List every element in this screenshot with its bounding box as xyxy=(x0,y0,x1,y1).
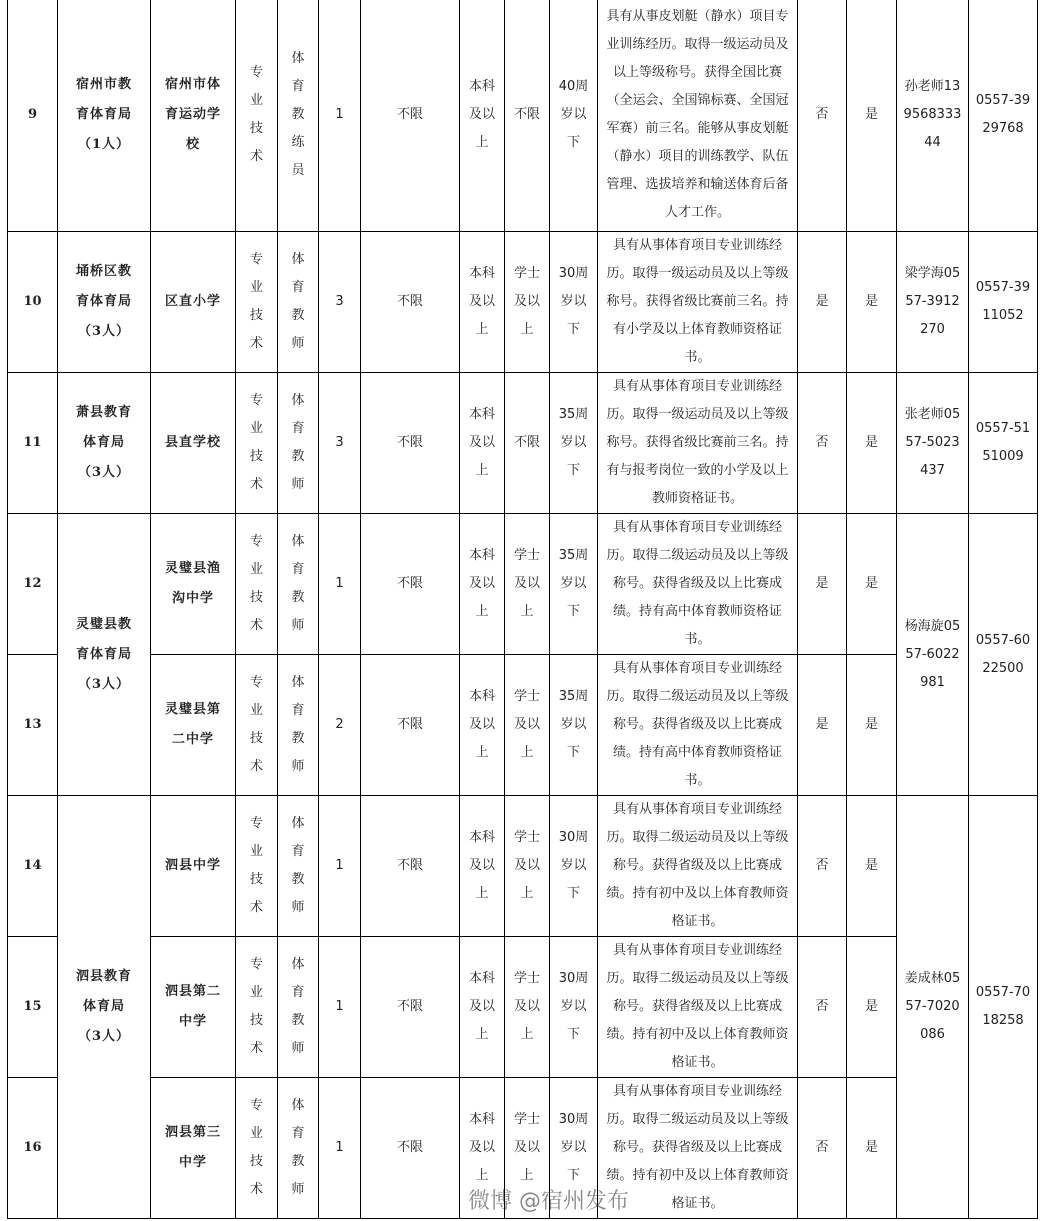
category-cell: 专业技术 xyxy=(236,0,278,232)
flag-cell-b: 是 xyxy=(847,514,897,655)
unit-cell: 泗县中学 xyxy=(151,796,236,937)
contact-cell: 杨海旋0557-6022981 xyxy=(897,514,969,796)
age-cell: 30周岁以下 xyxy=(550,232,598,373)
count-cell: 3 xyxy=(319,373,361,514)
flag-cell-b: 是 xyxy=(847,373,897,514)
category-cell: 专业技术 xyxy=(236,655,278,796)
education-cell: 本科及以上 xyxy=(460,796,505,937)
unit-cell: 泗县第三中学 xyxy=(151,1078,236,1219)
phone-cell: 0557-6022500 xyxy=(969,514,1038,796)
department-cell: 灵璧县教育体育局（3人） xyxy=(58,514,151,796)
flag-cell-a: 否 xyxy=(798,373,847,514)
post-cell: 体育教师 xyxy=(278,1078,319,1219)
education-cell: 本科及以上 xyxy=(460,514,505,655)
row-number: 14 xyxy=(8,796,58,937)
row-number: 15 xyxy=(8,937,58,1078)
degree-cell: 学士及以上 xyxy=(505,514,550,655)
table-row xyxy=(8,514,1038,655)
category-cell: 专业技术 xyxy=(236,373,278,514)
count-cell: 2 xyxy=(319,655,361,796)
major-cell: 不限 xyxy=(361,232,460,373)
count-cell: 1 xyxy=(319,1078,361,1219)
phone-cell: 0557-3911052 xyxy=(969,232,1038,373)
age-cell: 35周岁以下 xyxy=(550,373,598,514)
flag-cell-a: 否 xyxy=(798,937,847,1078)
age-cell: 35周岁以下 xyxy=(550,514,598,655)
count-cell: 1 xyxy=(319,937,361,1078)
unit-cell: 泗县第二中学 xyxy=(151,937,236,1078)
post-cell: 体育教师 xyxy=(278,937,319,1078)
department-cell: 萧县教育体育局（3人） xyxy=(58,373,151,514)
post-cell: 体育教师 xyxy=(278,514,319,655)
major-cell: 不限 xyxy=(361,655,460,796)
row-number: 11 xyxy=(8,373,58,514)
education-cell: 本科及以上 xyxy=(460,1078,505,1219)
age-cell: 40周岁以下 xyxy=(550,0,598,232)
count-cell: 3 xyxy=(319,232,361,373)
phone-cell: 0557-7018258 xyxy=(969,796,1038,1219)
education-cell: 本科及以上 xyxy=(460,655,505,796)
count-cell: 1 xyxy=(319,796,361,937)
flag-cell-b: 是 xyxy=(847,1078,897,1219)
major-cell: 不限 xyxy=(361,796,460,937)
table-row xyxy=(8,373,1038,514)
flag-cell-b: 是 xyxy=(847,655,897,796)
department-cell: 宿州市教育体育局（1人） xyxy=(58,0,151,232)
post-cell: 体育教师 xyxy=(278,655,319,796)
unit-cell: 县直学校 xyxy=(151,373,236,514)
table-row xyxy=(8,796,1038,937)
flag-cell-b: 是 xyxy=(847,0,897,232)
table-row xyxy=(8,232,1038,373)
education-cell: 本科及以上 xyxy=(460,232,505,373)
education-cell: 本科及以上 xyxy=(460,0,505,232)
count-cell: 1 xyxy=(319,514,361,655)
degree-cell: 不限 xyxy=(505,373,550,514)
category-cell: 专业技术 xyxy=(236,937,278,1078)
degree-cell: 学士及以上 xyxy=(505,937,550,1078)
requirements-cell: 具有从事体育项目专业训练经历。取得二级运动员及以上等级称号。获得省级及以上比赛成绩。持有初中及以上体育教师资格证书。 xyxy=(598,1078,798,1219)
requirements-cell: 具有从事体育项目专业训练经历。取得一级运动员及以上等级称号。获得省级比赛前三名。持有小学及以上体育教师资格证书。 xyxy=(598,232,798,373)
department-cell: 埇桥区教育体育局（3人） xyxy=(58,232,151,373)
flag-cell-a: 是 xyxy=(798,232,847,373)
education-cell: 本科及以上 xyxy=(460,373,505,514)
major-cell: 不限 xyxy=(361,0,460,232)
age-cell: 30周岁以下 xyxy=(550,937,598,1078)
row-number: 10 xyxy=(8,232,58,373)
flag-cell-b: 是 xyxy=(847,232,897,373)
requirements-cell: 具有从事体育项目专业训练经历。取得一级运动员及以上等级称号。获得省级比赛前三名。持有与报考岗位一致的小学及以上教师资格证书。 xyxy=(598,373,798,514)
requirements-cell: 具有从事体育项目专业训练经历。取得二级运动员及以上等级称号。获得省级及以上比赛成绩。持有高中体育教师资格证书。 xyxy=(598,514,798,655)
count-cell: 1 xyxy=(319,0,361,232)
major-cell: 不限 xyxy=(361,1078,460,1219)
row-number: 9 xyxy=(8,0,58,232)
flag-cell-b: 是 xyxy=(847,937,897,1078)
flag-cell-a: 是 xyxy=(798,655,847,796)
degree-cell: 学士及以上 xyxy=(505,1078,550,1219)
category-cell: 专业技术 xyxy=(236,1078,278,1219)
unit-cell: 区直小学 xyxy=(151,232,236,373)
row-number: 12 xyxy=(8,514,58,655)
post-cell: 体育教练员 xyxy=(278,0,319,232)
education-cell: 本科及以上 xyxy=(460,937,505,1078)
major-cell: 不限 xyxy=(361,514,460,655)
contact-cell: 张老师0557-5023437 xyxy=(897,373,969,514)
contact-cell: 孙老师13956833344 xyxy=(897,0,969,232)
age-cell: 35周岁以下 xyxy=(550,655,598,796)
flag-cell-a: 否 xyxy=(798,796,847,937)
flag-cell-a: 否 xyxy=(798,0,847,232)
degree-cell: 学士及以上 xyxy=(505,796,550,937)
category-cell: 专业技术 xyxy=(236,514,278,655)
requirements-cell: 具有从事体育项目专业训练经历。取得二级运动员及以上等级称号。获得省级及以上比赛成绩。持有初中及以上体育教师资格证书。 xyxy=(598,796,798,937)
post-cell: 体育教师 xyxy=(278,232,319,373)
requirements-cell: 具有从事体育项目专业训练经历。取得二级运动员及以上等级称号。获得省级及以上比赛成绩。持有高中体育教师资格证书。 xyxy=(598,655,798,796)
row-number: 13 xyxy=(8,655,58,796)
flag-cell-a: 是 xyxy=(798,514,847,655)
category-cell: 专业技术 xyxy=(236,232,278,373)
unit-cell: 宿州市体育运动学校 xyxy=(151,0,236,232)
post-cell: 体育教师 xyxy=(278,373,319,514)
post-cell: 体育教师 xyxy=(278,796,319,937)
contact-cell: 梁学海0557-3912270 xyxy=(897,232,969,373)
requirements-cell: 具有从事体育项目专业训练经历。取得二级运动员及以上等级称号。获得省级及以上比赛成绩。持有初中及以上体育教师资格证书。 xyxy=(598,937,798,1078)
age-cell: 30周岁以下 xyxy=(550,1078,598,1219)
table-row xyxy=(8,0,1038,232)
recruitment-table xyxy=(7,0,1038,1219)
watermark: 微博 @宿州发布 xyxy=(468,1189,629,1214)
age-cell: 30周岁以下 xyxy=(550,796,598,937)
table-row xyxy=(8,655,1038,796)
unit-cell: 灵璧县第二中学 xyxy=(151,655,236,796)
row-number: 16 xyxy=(8,1078,58,1219)
phone-cell: 0557-3929768 xyxy=(969,0,1038,232)
contact-cell: 姜成林0557-7020086 xyxy=(897,796,969,1219)
phone-cell: 0557-5151009 xyxy=(969,373,1038,514)
degree-cell: 学士及以上 xyxy=(505,232,550,373)
major-cell: 不限 xyxy=(361,373,460,514)
flag-cell-b: 是 xyxy=(847,796,897,937)
degree-cell: 不限 xyxy=(505,0,550,232)
category-cell: 专业技术 xyxy=(236,796,278,937)
requirements-cell: 具有从事皮划艇（静水）项目专业训练经历。取得一级运动员及以上等级称号。获得全国比赛（全运会、全国锦标赛、全国冠军赛）前三名。能够从事皮划艇（静水）项目的训练教学、队伍管理、选拔培养和输送体育后备人才工作。 xyxy=(598,0,798,232)
flag-cell-a: 否 xyxy=(798,1078,847,1219)
department-cell: 泗县教育体育局（3人） xyxy=(58,796,151,1219)
major-cell: 不限 xyxy=(361,937,460,1078)
unit-cell: 灵璧县渔沟中学 xyxy=(151,514,236,655)
degree-cell: 学士及以上 xyxy=(505,655,550,796)
table-row xyxy=(8,937,1038,1078)
